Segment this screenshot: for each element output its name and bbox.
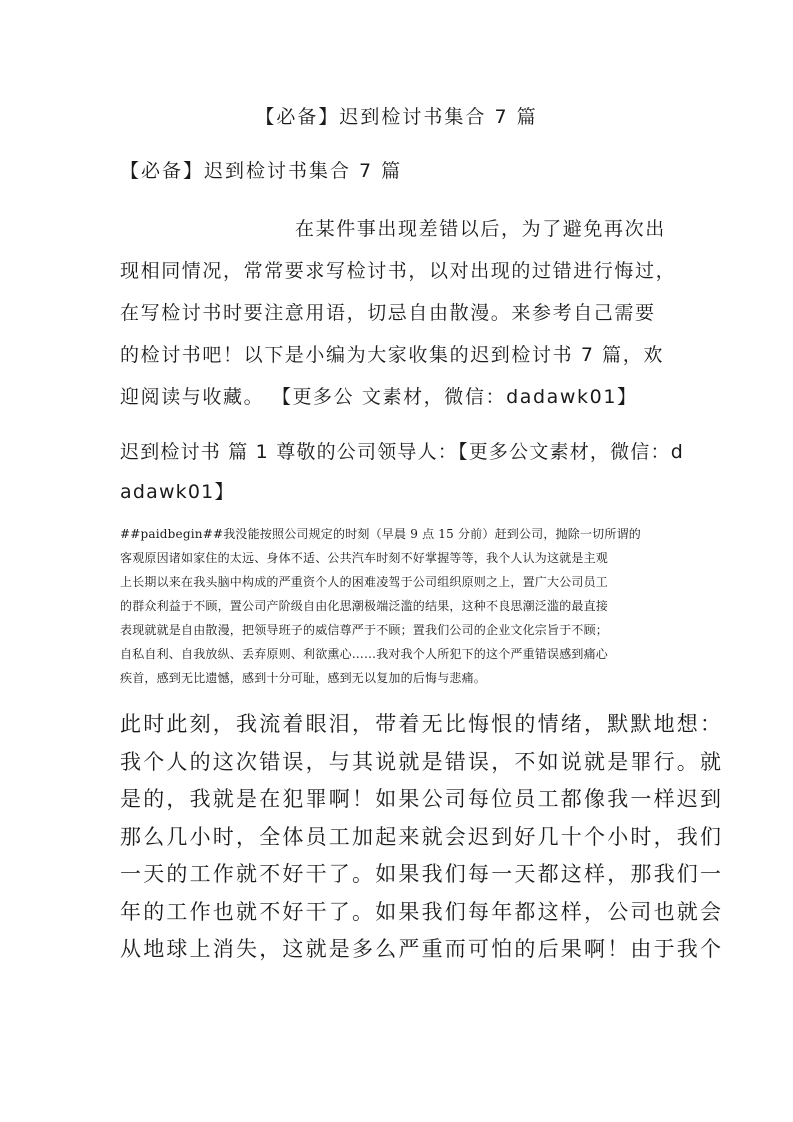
- small-paragraph-line: 的群众利益于不顾，置公司产阶级自由化思潮极端泛滥的结果，这种不良思潮泛滥的最直接: [120, 599, 609, 613]
- body-large-paragraph: [120, 706, 724, 969]
- small-paragraph-line: 客观原因诸如家住的太远、身体不适、公共汽车时刻不好掌握等等，我个人认为这就是主观: [120, 551, 609, 565]
- intro-line: 在某件事出现差错以后，为了避免再次出: [295, 218, 666, 240]
- intro-line: 现相同情况，常常要求写检讨书，以对出现的过错进行悔过，: [120, 260, 677, 282]
- large-paragraph-line: 此时此刻，我流着眼泪，带着无比悔恨的情绪，默默地想：: [120, 712, 724, 736]
- small-paragraph-line: 上长期以来在我头脑中构成的严重资个人的困难凌驾于公司组织原则之上，置广大公司员工: [120, 575, 609, 589]
- document-title: 【必备】迟到检讨书集合 7 篇: [255, 106, 538, 128]
- intro-paragraph: [120, 208, 676, 418]
- body-small-paragraph: [120, 522, 676, 690]
- section-heading-line: adawk01】: [120, 481, 235, 503]
- small-paragraph-line: 自私自利、自我放纵、丢弃原则、利欲熏心……我对我个人所犯下的这个严重错误感到痛心: [120, 647, 609, 661]
- large-paragraph-line: 一天的工作就不好干了。如果我们每一天都这样，那我们一: [120, 862, 724, 886]
- large-paragraph-line: 从地球上消失，这就是多么严重而可怕的后果啊！由于我个: [120, 937, 724, 961]
- small-paragraph-line: ##paidbegin##我没能按照公司规定的时刻（早晨 9 点 15 分前）赶到公司，抛除一切所谓的: [120, 527, 641, 541]
- large-paragraph-line: 是的，我就是在犯罪啊！如果公司每位员工都像我一样迟到: [120, 787, 724, 811]
- small-paragraph-line: 疾首，感到无比遗憾，感到十分可耻，感到无以复加的后悔与悲痛。: [120, 671, 487, 685]
- document-subtitle: 【必备】迟到检讨书集合 7 篇: [120, 160, 403, 182]
- small-paragraph-line: 表现就就是自由散漫，把领导班子的威信尊严于不顾；置我们公司的企业文化宗旨于不顾；: [120, 623, 609, 637]
- intro-line: 迎阅读与收藏。 【更多公 文素材，微信：dadawk01】: [120, 386, 638, 408]
- large-paragraph-line: 我个人的这次错误，与其说就是错误，不如说就是罪行。就: [120, 749, 724, 774]
- intro-line: 在写检讨书时要注意用语，切忌自由散漫。来参考自己需要: [120, 302, 656, 324]
- intro-line: 的检讨书吧！以下是小编为大家收集的迟到检讨书 7 篇，欢: [120, 344, 664, 366]
- large-paragraph-line: 年的工作也就不好干了。如果我们每年都这样，公司也就会: [120, 899, 724, 924]
- section-heading-line: 迟到检讨书 篇 1 尊敬的公司领导人：【更多公文素材，微信：d: [120, 441, 684, 463]
- section-heading: [120, 432, 684, 512]
- large-paragraph-line: 那么几小时，全体员工加起来就会迟到好几十个小时，我们: [120, 824, 724, 849]
